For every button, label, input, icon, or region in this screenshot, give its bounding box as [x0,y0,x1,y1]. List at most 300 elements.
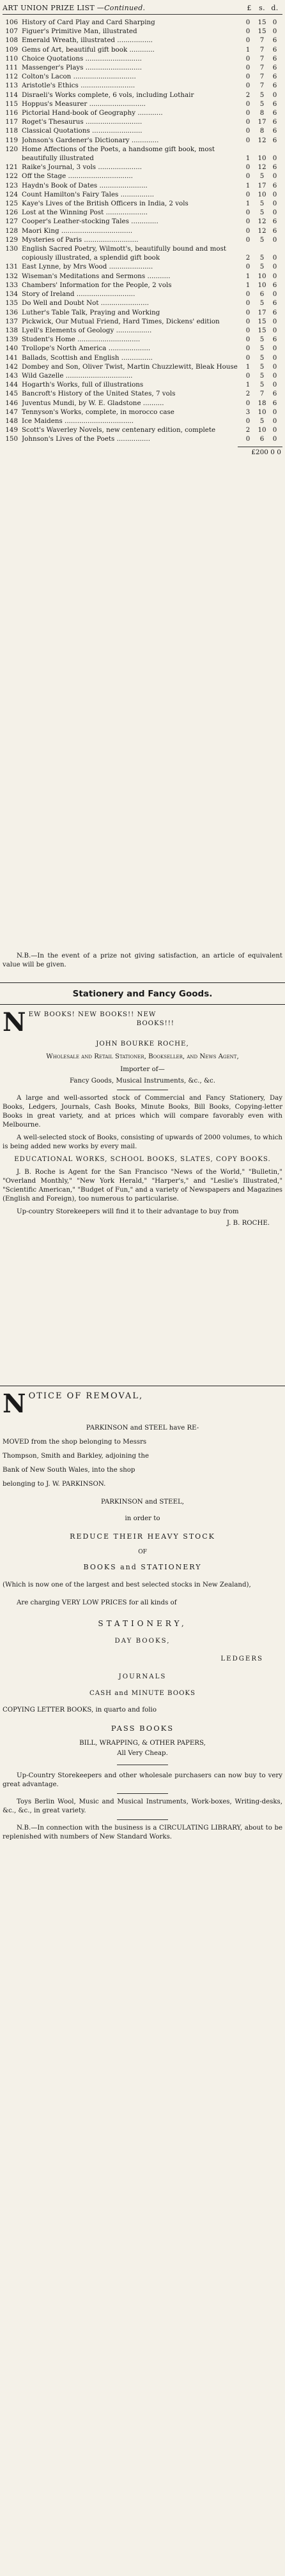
prize-shillings: 5 [259,336,265,344]
prize-row [3,81,282,90]
prize-shillings: 5 [259,235,265,244]
prize-title: Scott's Waverley Novels, new centenary edition, complete [22,426,216,434]
prize-pounds: 0 [245,64,250,72]
prize-shillings: 10 [258,281,266,289]
section-rule [0,1004,285,1005]
prize-title: Hogarth's Works, full of illustrations [22,381,144,389]
prize-title: Tennyson's Works, complete, in morocco case [22,408,174,416]
removal-bill-papers: BILL, WRAPPING, & OTHER PAPERS, [79,1740,206,1747]
prize-pounds: 0 [245,73,250,81]
prize-pounds: 0 [245,435,250,443]
prize-number: 128 [5,226,18,235]
prize-pounds: 1 [245,272,250,280]
removal-of: OF [138,1549,147,1555]
prize-shillings: 6 [259,290,265,299]
prize-row [3,335,282,344]
prize-pounds: 0 [245,190,250,198]
removal-books-stationery: BOOKS and STATIONERY [83,1563,202,1571]
prize-pence: 0 [272,200,277,208]
removal-firm-2: PARKINSON and STEEL, [100,1499,185,1506]
prize-shillings: 5 [259,172,265,181]
roche-importer: Importer of— [120,1066,165,1073]
prize-pence: 6 [272,100,277,108]
prize-title: Maori King .................................. [22,226,133,235]
prize-title: Lyell's Elements of Geology ................. [22,326,152,334]
prize-number: 144 [5,381,18,389]
prize-row [3,36,282,45]
prize-pounds: 0 [245,336,250,344]
prize-pence: 6 [272,218,277,226]
prize-shillings: 12 [258,218,266,226]
prize-shillings: 5 [259,209,265,217]
prize-row [3,353,282,362]
prize-row [3,190,282,199]
prize-number: 149 [5,426,18,434]
prize-number: 118 [5,127,18,135]
prize-title: Roget's Thesaurus ........................... [22,118,142,126]
roche-books-paragraph: A well-selected stock of Books, consisting of upwards of 2000 volumes, to which is being added new works by every mail. [3,1134,282,1150]
prize-shillings: 7 [259,45,265,54]
prize-title: Emerald Wreath, illustrated ................. [22,36,153,45]
roche-educational: EDUCATIONAL WORKS, SCHOOL BOOKS, SLATES, COPY BOOKS. [14,1156,271,1163]
roche-goods: Fancy Goods, Musical Instruments, &c., &c. [70,1077,215,1084]
prize-row [3,163,282,172]
prize-row [3,317,282,326]
prize-row [3,389,282,398]
prize-title: Massenger's Plays ........................... [22,64,142,72]
prize-number: 145 [5,390,18,398]
prize-shillings: 12 [258,226,266,235]
removal-heading: OTICE OF REMOVAL, [28,1391,144,1401]
prize-pounds: 0 [245,326,250,334]
prize-row [3,308,282,317]
prize-number: 141 [5,353,18,362]
currency-columns [243,4,281,12]
prize-number: 138 [5,326,18,334]
prize-shillings: 5 [259,254,265,262]
prize-number: 146 [5,399,18,407]
prize-pounds: 1 [245,154,250,163]
prize-shillings: 5 [259,91,265,99]
prize-row [3,117,282,126]
prize-title: East Lynne, by Mrs Wood ..................... [22,263,153,271]
prize-number: 140 [5,344,18,353]
roche-agent-paragraph: J. B. Roche is Agent for the San Francisco "News of the World," "Bulletin," "Overland Monthly," "New York Herald," "Harper's," and "Leslie's Illustrated," "Scientific American," "Budget of Fun," and a variety of Newspapers and Magazines (English and Foreign), too numerous to particularise. [3,1169,282,1203]
dropcap-n: N [3,1389,26,1419]
prize-number: 133 [5,281,18,289]
prize-pounds: 1 [245,200,250,208]
prize-shillings: 12 [258,136,266,144]
prize-pounds: 0 [245,235,250,244]
prize-pounds: 0 [245,371,250,380]
prize-pounds: 0 [245,19,250,26]
prize-title: Kaye's Lives of the British Officers in India, 2 vols [22,200,189,208]
prize-total [3,447,282,457]
prize-pence: 0 [272,353,277,362]
prize-pence: 0 [272,254,277,262]
prize-number: 110 [5,54,18,63]
prize-number: 125 [5,200,18,208]
prize-row [3,272,282,281]
prize-pounds: 1 [245,181,250,189]
prize-shillings: 5 [259,263,265,271]
prize-pence: 0 [272,408,277,416]
prize-number: 111 [5,64,18,72]
prize-title: Ballads, Scottish and English ............... [22,353,153,362]
prize-number: 150 [5,435,18,443]
prize-title: Ice Maidens ................................. [22,417,134,425]
prize-title: Off the Stage ............................... [22,172,133,181]
prize-row [3,380,282,389]
prize-shillings: 15 [258,317,266,325]
prize-pence: 6 [272,45,277,54]
prize-title: Disraeli's Works complete, 6 vols, including Lothair [22,91,194,99]
prize-pounds: 1 [245,281,250,289]
prize-row [3,100,282,108]
prize-pence: 0 [272,272,277,280]
prize-pence: 6 [272,36,277,45]
prize-title: Count Hamilton's Fairy Tales ................ [22,190,154,198]
prize-title: Story of Ireland ............................ [22,290,135,299]
prize-title: Aristotle's Ethics .......................... [22,82,135,90]
prize-number: 123 [5,181,18,189]
prize-row [3,172,282,181]
prize-title: Choice Quotations ........................... [22,54,142,63]
prize-row [3,45,282,54]
prize-row [3,434,282,443]
prize-note: N.B.—In the event of a prize not giving satisfaction, an article of equivalent value will be given. [3,952,282,968]
removal-toys: Toys Berlin Wool, Music and Musical Instruments, Work-boxes, Writing-desks, &c., &c., in great variety. [3,1798,282,1814]
total-value: £200 0 0 [251,448,281,456]
prize-row [3,326,282,335]
prize-pence: 0 [272,27,277,36]
prize-row [3,27,282,36]
prize-number: 148 [5,417,18,425]
removal-library-note: N.B.—In connection with the business is a CIRCULATING LIBRARY, about to be replenished with numbers of New Standard Works. [3,1825,282,1840]
removal-advertisement [3,1389,282,1842]
pence-col: d. [271,4,279,12]
removal-copying: COPYING LETTER BOOKS, in quarto and folio [3,1706,157,1714]
prize-pence: 0 [272,362,277,371]
prize-shillings: 5 [259,344,265,353]
prize-pence: 0 [272,91,277,99]
removal-firm: PARKINSON and STEEL have RE- [86,1425,199,1432]
prize-pence: 0 [272,381,277,389]
prize-row [3,54,282,63]
prize-title: Bancroft's History of the United States, 7 vols [22,390,176,398]
prize-row [3,91,282,100]
removal-ledgers: LEDGERS [220,1655,263,1662]
prize-title: Mysteries of Paris .......................... [22,235,139,244]
prize-shillings: 5 [259,381,265,389]
prize-pence: 6 [272,390,277,398]
prize-pence: 6 [272,73,277,81]
prize-pence: 6 [272,109,277,117]
prize-pence: 0 [272,263,277,271]
prize-number: 129 [5,235,18,244]
prize-shillings: 10 [258,408,266,416]
prize-title: Haydn's Book of Dates ....................... [22,181,148,189]
prize-shillings: 7 [259,64,265,72]
prize-title: Do Well and Doubt Not ....................... [22,299,150,307]
prize-pence: 0 [272,172,277,181]
prize-pence: 0 [272,344,277,353]
prize-pence: 0 [272,371,277,380]
prize-row [3,126,282,135]
divider [117,1819,168,1820]
prize-pence: 0 [272,417,277,425]
prize-row [3,63,282,72]
prize-number: 113 [5,82,18,90]
dropcap-n: N [3,1007,26,1037]
prize-pounds: 0 [245,27,250,36]
shillings-col: s. [259,4,265,12]
prize-shillings: 15 [258,326,266,334]
prize-number: 114 [5,91,18,99]
prize-number: 116 [5,109,18,117]
prize-number: 122 [5,172,18,181]
removal-line: MOVED from the shop belonging to Messrs [3,1439,147,1446]
prize-title: Figuer's Primitive Man, illustrated [22,27,137,36]
prize-pence: 0 [272,154,277,163]
prize-number: 107 [5,27,18,36]
prize-shillings: 7 [259,390,265,398]
prize-number: 142 [5,362,18,371]
prize-shillings: 7 [259,36,265,45]
prize-pounds: 1 [245,381,250,389]
roche-headline-2: BOOKS!!! [136,1020,174,1027]
prize-pence: 0 [272,190,277,198]
prize-pence: 6 [272,308,277,316]
prize-shillings: 10 [258,272,266,280]
prize-pence: 0 [272,209,277,217]
prize-pounds: 0 [245,417,250,425]
prize-pounds: 0 [245,82,250,90]
prize-pounds: 0 [245,100,250,108]
prize-pence: 0 [272,290,277,299]
prize-number: 127 [5,218,18,226]
removal-line: belonging to J. W. PARKINSON. [3,1481,106,1488]
prize-pounds: 0 [245,317,250,325]
prize-pounds: 0 [245,353,250,362]
prize-pence: 6 [272,64,277,72]
prize-shillings: 10 [258,426,266,434]
prize-pence: 6 [272,336,277,344]
prize-pounds: 0 [245,172,250,181]
prize-row [3,208,282,217]
prize-pounds: 0 [245,226,250,235]
prize-pounds: 0 [245,344,250,353]
prize-shillings: 15 [258,27,266,36]
prize-shillings: 5 [259,417,265,425]
removal-day-books: DAY BOOKS, [114,1638,171,1645]
prize-number: 108 [5,36,18,45]
prize-shillings: 5 [259,100,265,108]
prize-title: Johnson's Gardener's Dictionary ............. [22,136,159,144]
prize-number: 132 [5,272,18,280]
prize-pence: 0 [272,426,277,434]
prize-pence: 6 [272,82,277,90]
removal-pass-books: PASS BOOKS [111,1724,174,1733]
prize-pounds: 0 [245,127,250,135]
prize-pounds: 0 [245,136,250,144]
prize-title: Home Affections of the Poets, a handsome gift book, most beautifully illustrated [22,145,215,163]
prize-pounds: 0 [245,308,250,316]
prize-row [3,408,282,417]
prize-number: 109 [5,45,18,54]
prize-shillings: 7 [259,73,265,81]
prize-number: 147 [5,408,18,416]
prize-title: Johnson's Lives of the Poets ................ [22,435,150,443]
prize-pounds: 1 [245,45,250,54]
prize-pounds: 2 [245,390,250,398]
prize-row [3,72,282,81]
removal-which: (Which is now one of the largest and best selected stocks in New Zealand), [3,1581,251,1588]
prize-pounds: 0 [245,218,250,226]
divider [117,1793,168,1794]
prize-pounds: 0 [245,209,250,217]
prize-title: English Sacred Poetry, Wilmott's, beautifully bound and most copiously illustrated, a splendid gift book [22,245,227,262]
prize-list-header [3,3,282,15]
prize-title: Raike's Journal, 3 vols ..................... [22,163,142,172]
prize-number: 143 [5,371,18,380]
removal-cheap: All Very Cheap. [117,1750,168,1757]
prize-pounds: 0 [245,54,250,63]
removal-stationery: STATIONERY, [98,1619,187,1628]
prize-shillings: 10 [258,154,266,163]
prize-pence: 6 [272,181,277,189]
prize-number: 131 [5,263,18,271]
prize-number: 112 [5,73,18,81]
prize-row [3,344,282,353]
prize-pence: 0 [272,435,277,443]
prize-title: Classical Quotations ........................ [22,127,142,135]
prize-pence: 6 [272,163,277,172]
prize-pounds: 2 [245,426,250,434]
removal-in-order: in order to [125,1515,160,1522]
prize-pence: 0 [272,235,277,244]
continued-text: —Continued. [96,4,146,12]
prize-row [3,235,282,244]
pounds-col: £ [247,4,252,12]
removal-prices: Are charging VERY LOW PRICES for all kinds of [17,1599,177,1606]
prize-shillings: 5 [259,362,265,371]
prize-shillings: 8 [259,127,265,135]
prize-pence: 6 [272,127,277,135]
prize-pence: 0 [272,326,277,334]
prize-pounds: 0 [245,109,250,117]
prize-shillings: 5 [259,200,265,208]
prize-number: 120 [5,145,18,153]
prize-pence: 6 [272,118,277,126]
prize-row [3,399,282,408]
prize-title: Pictorial Hand-book of Geography ............ [22,109,163,117]
prize-title: Cooper's Leather-stocking Tales ............. [22,218,158,226]
prize-pounds: 2 [245,91,250,99]
prize-number: 130 [5,245,18,253]
prize-number: 121 [5,163,18,172]
removal-upcountry: Up-Country Storekeepers and other wholesale purchasers can now buy to very great advantage. [3,1772,282,1788]
prize-title: Luther's Table Talk, Praying and Working [22,308,160,316]
prize-pounds: 0 [245,263,250,271]
prize-row [3,145,282,163]
prize-row [3,299,282,307]
prize-pence: 0 [272,317,277,325]
prize-shillings: 5 [259,353,265,362]
prize-shillings: 17 [258,308,266,316]
section-rule [0,982,285,983]
prize-row [3,244,282,262]
prize-shillings: 12 [258,163,266,172]
prize-pence: 6 [272,54,277,63]
roche-advertisement [3,1007,282,1228]
prize-number: 134 [5,290,18,299]
prize-title: Wiseman's Meditations and Sermons ........... [22,272,171,280]
prize-number: 137 [5,317,18,325]
prize-title: Hoppus's Measurer ........................... [22,100,146,108]
prize-number: 124 [5,190,18,198]
prize-pounds: 0 [245,118,250,126]
prize-shillings: 15 [258,19,266,26]
prize-row [3,108,282,117]
prize-pounds: 0 [245,163,250,172]
prize-row [3,426,282,434]
prize-title: Lost at the Winning Post .................... [22,209,148,217]
prize-pounds: 0 [245,290,250,299]
prize-row [3,417,282,426]
roche-signature: J. B. ROCHE. [226,1220,270,1227]
prize-pence: 6 [272,399,277,407]
roche-upcountry: Up-country Storekeepers will find it to their advantage to buy from [17,1208,239,1215]
prize-row [3,18,282,27]
prize-title: Trollope's North America .................... [22,344,151,353]
prize-row [3,281,282,290]
prize-row [3,217,282,226]
prize-pence: 6 [272,136,277,144]
prize-number: 126 [5,209,18,217]
removal-line: Thompson, Smith and Barkley, adjoining the [3,1453,149,1460]
prize-shillings: 10 [258,190,266,198]
prize-title: Juventus Mundi, by W. E. Gladstone .......... [22,399,164,407]
prize-title: Wild Gazelle ................................ [22,371,133,380]
prize-number: 139 [5,336,18,344]
prize-row [3,199,282,208]
prize-pence: 0 [272,19,277,26]
roche-name: JOHN BOURKE ROCHE, [96,1040,189,1047]
prize-shillings: 18 [258,399,266,407]
prize-list-title [3,4,145,12]
prize-number: 136 [5,308,18,316]
roche-stock-paragraph: A large and well-assorted stock of Commercial and Fancy Stationery, Day Books, Ledgers, Journals, Cash Books, Minute Books, Bill Books, Copying-letter Books in great variety, and at prices which will compare favorably even with Melbourne. [3,1095,282,1129]
prize-shillings: 5 [259,299,265,307]
prize-row [3,136,282,145]
roche-desc: Wholesale and Retail Stationer, Bookseller, and News Agent, [46,1053,239,1060]
prize-pence: 6 [272,226,277,235]
prize-number: 135 [5,299,18,307]
prize-pounds: 0 [245,299,250,307]
removal-cash-books: CASH and MINUTE BOOKS [89,1690,196,1697]
prize-shillings: 6 [259,435,265,443]
roche-headline: EW BOOKS! NEW BOOKS!! NEW [28,1011,157,1018]
prize-pence: 6 [272,281,277,289]
prize-shillings: 7 [259,54,265,63]
removal-line: Bank of New South Wales, into the shop [3,1467,135,1474]
prize-number: 117 [5,118,18,126]
prize-row [3,262,282,271]
removal-reduce: REDUCE THEIR HEAVY STOCK [70,1532,215,1541]
prize-pence: 6 [272,299,277,307]
prize-title: Chambers' Information for the People, 2 vols [22,281,172,289]
